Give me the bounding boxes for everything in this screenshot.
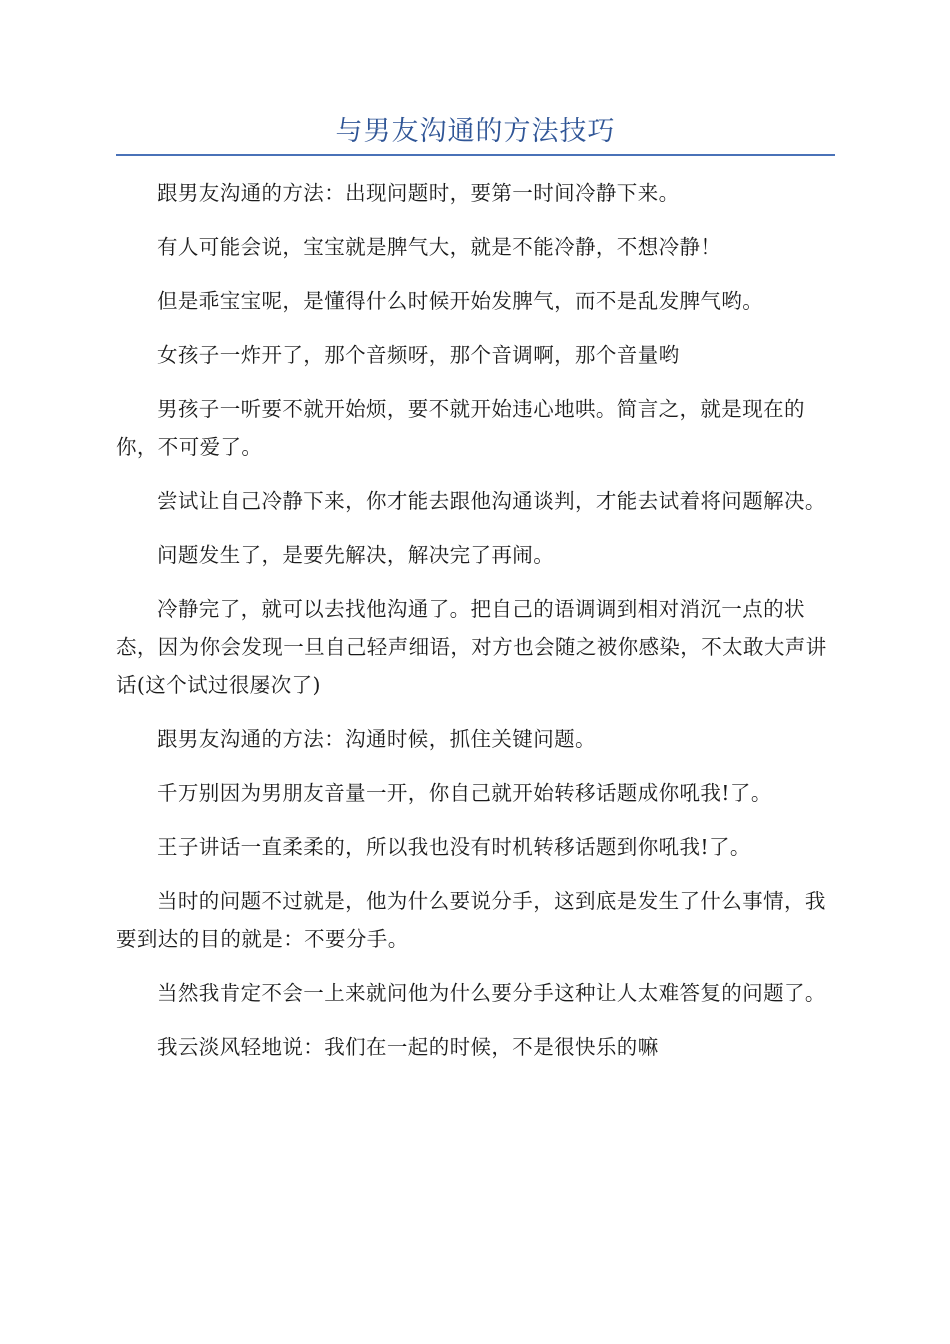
- paragraph: 问题发生了，是要先解决，解决完了再闹。: [157, 543, 555, 567]
- document-body: [116, 174, 835, 1082]
- paragraph: 当时的问题不过就是，他为什么要说分手，这到底是发生了什么事情，我要到达的目的就是：不要分手。: [116, 889, 826, 951]
- paragraph: 跟男友沟通的方法：沟通时候，抓住关键问题。: [157, 727, 596, 751]
- paragraph: 跟男友沟通的方法：出现问题时，要第一时间冷静下来。: [157, 181, 680, 205]
- paragraph: 男孩子一听要不就开始烦，要不就开始违心地哄。简言之，就是现在的你，不可爱了。: [116, 397, 805, 459]
- paragraph: 当然我肯定不会一上来就问他为什么要分手这种让人太难答复的问题了。: [157, 981, 826, 1005]
- paragraph: 我云淡风轻地说：我们在一起的时候，不是很快乐的嘛: [157, 1035, 659, 1059]
- document-title: 与男友沟通的方法技巧: [335, 116, 616, 147]
- paragraph: 女孩子一炸开了，那个音频呀，那个音调啊，那个音量哟: [157, 343, 680, 367]
- paragraph: 但是乖宝宝呢，是懂得什么时候开始发脾气，而不是乱发脾气哟。: [157, 289, 764, 313]
- paragraph: 有人可能会说，宝宝就是脾气大，就是不能冷静，不想冷静！: [157, 235, 722, 259]
- title-underline: [116, 154, 835, 156]
- paragraph: 冷静完了，就可以去找他沟通了。把自己的语调调到相对消沉一点的状态，因为你会发现一旦自己轻声细语，对方也会随之被你感染，不太敢大声讲话(这个试过很屡次了): [116, 597, 827, 697]
- paragraph: 尝试让自己冷静下来，你才能去跟他沟通谈判，才能去试着将问题解决。: [157, 489, 826, 513]
- paragraph: 千万别因为男朋友音量一开，你自己就开始转移话题成你吼我!了。: [157, 781, 772, 805]
- paragraph: 王子讲话一直柔柔的，所以我也没有时机转移话题到你吼我!了。: [157, 835, 751, 859]
